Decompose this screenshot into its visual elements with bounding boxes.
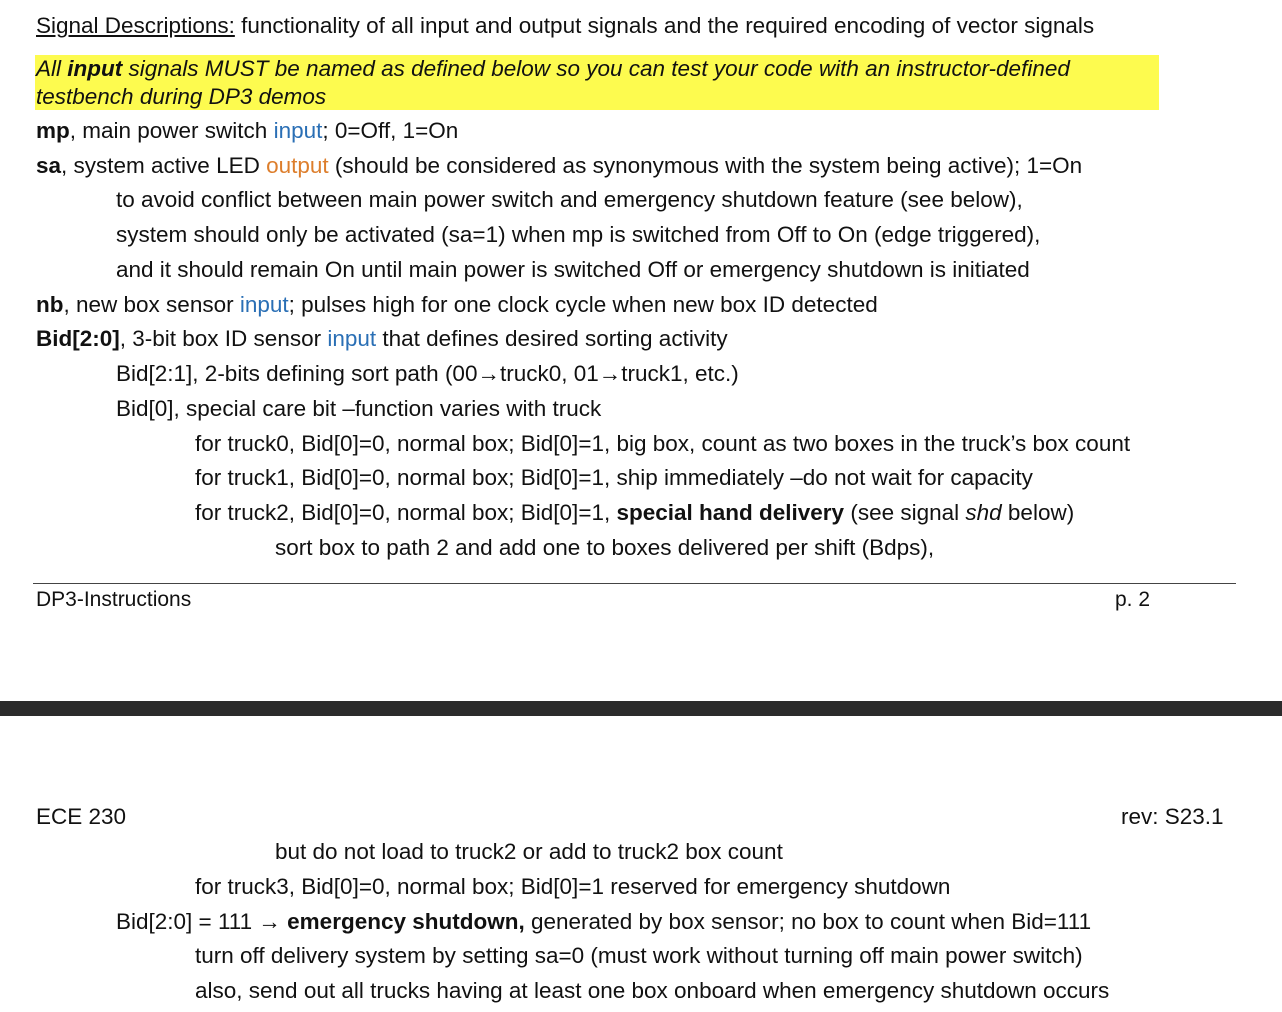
- signal-nb: nb, new box sensor input; pulses high for one clock cycle when new box ID detected: [36, 292, 878, 317]
- notice-line-2: testbench during DP3 demos: [36, 84, 327, 109]
- sa-detail-2: system should only be activated (sa=1) when mp is switched from Off to On (edge triggered),: [116, 222, 1041, 247]
- bid-truck2: for truck2, Bid[0]=0, normal box; Bid[0]=1, special hand delivery (see signal shd below): [195, 500, 1075, 525]
- shutdown-detail-1: turn off delivery system by setting sa=0 (must work without turning off main power switch): [195, 943, 1083, 968]
- sa-detail-3: and it should remain On until main power is switched Off or emergency shutdown is initiated: [116, 257, 1030, 282]
- bid-truck1: for truck1, Bid[0]=0, normal box; Bid[0]=1, ship immediately –do not wait for capacity: [195, 465, 1033, 490]
- sa-detail-1: to avoid conflict between main power switch and emergency shutdown feature (see below),: [116, 187, 1023, 212]
- page-separator: [0, 701, 1282, 716]
- footer-rule: [33, 583, 1236, 584]
- bid-sort-path: Bid[2:1], 2-bits defining sort path (00→truck0, 01→truck1, etc.): [116, 361, 739, 386]
- bid-truck0: for truck0, Bid[0]=0, normal box; Bid[0]=1, big box, count as two boxes in the truck’s box count: [195, 431, 1131, 456]
- bid-special-care: Bid[0], special care bit –function varies with truck: [116, 396, 602, 421]
- header-revision: rev: S23.1: [1121, 804, 1224, 829]
- bid-truck2-detail: sort box to path 2 and add one to boxes delivered per shift (Bdps),: [275, 535, 935, 560]
- section-heading: Signal Descriptions: functionality of all input and output signals and the required encoding of vector signals: [36, 13, 1095, 38]
- signal-mp: mp, main power switch input; 0=Off, 1=On: [36, 118, 459, 143]
- emergency-shutdown: Bid[2:0] = 111 → emergency shutdown, generated by box sensor; no box to count when Bid=111: [116, 909, 1092, 934]
- truck2-detail-cont: but do not load to truck2 or add to truck2 box count: [275, 839, 783, 864]
- signal-bid: Bid[2:0], 3-bit box ID sensor input that defines desired sorting activity: [36, 326, 728, 351]
- heading-label: Signal Descriptions:: [36, 13, 235, 38]
- footer-title: DP3-Instructions: [36, 588, 192, 611]
- notice-line-1: All input signals MUST be named as defined below so you can test your code with an instructor-defined: [36, 56, 1070, 81]
- header-course: ECE 230: [36, 804, 127, 829]
- signal-sa: sa, system active LED output (should be considered as synonymous with the system being active); 1=On: [36, 153, 1083, 178]
- footer-page-number: p. 2: [1115, 588, 1151, 611]
- shutdown-detail-2: also, send out all trucks having at least one box onboard when emergency shutdown occurs: [195, 978, 1110, 1003]
- bid-truck3: for truck3, Bid[0]=0, normal box; Bid[0]=1 reserved for emergency shutdown: [195, 874, 951, 899]
